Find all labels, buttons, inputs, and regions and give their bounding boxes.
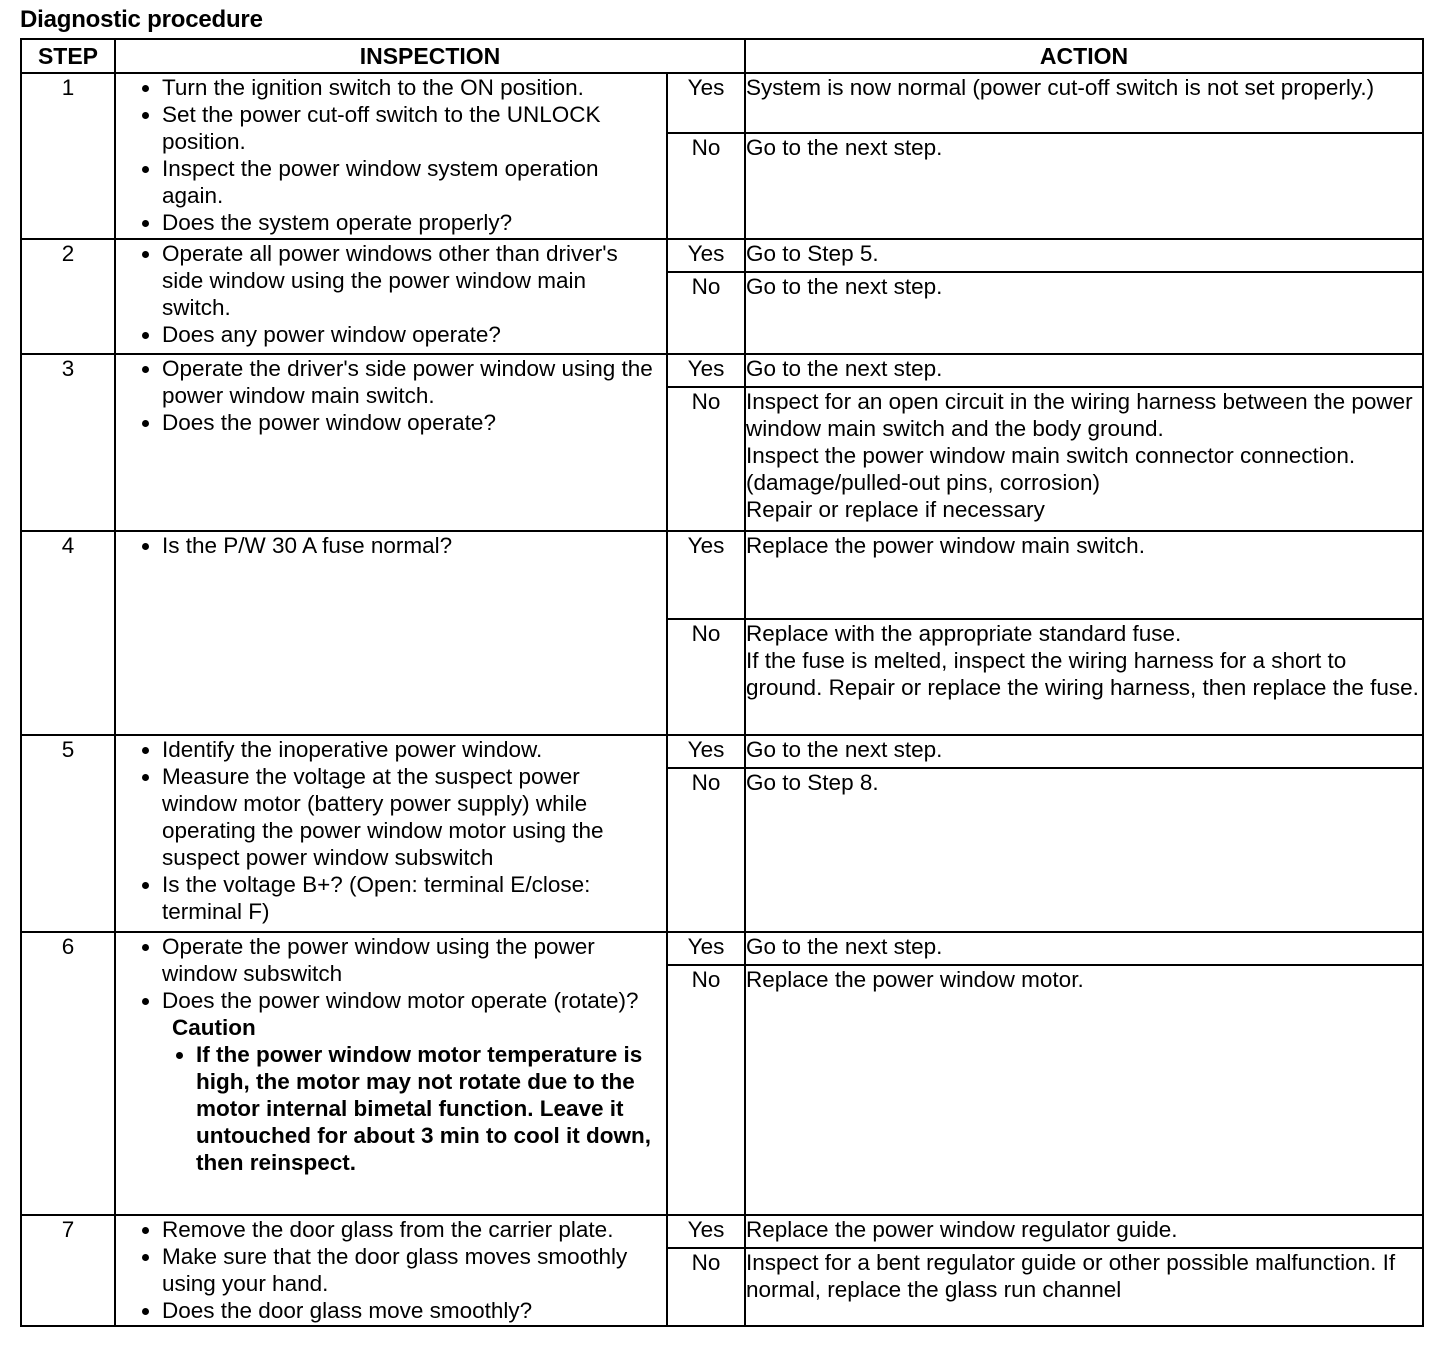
yes-action <box>745 735 1423 768</box>
inspection-item: • Measure the voltage at the suspect power window motor (battery power supply) while operating the power window motor using the suspect power window subswitch <box>162 763 658 871</box>
action-text: Go to the next step. <box>746 274 943 299</box>
inspection-item: • Operate the driver's side power window using the power window main switch. <box>162 355 658 409</box>
yes-label: Yes <box>667 73 745 133</box>
action-text: System is now normal (power cut-off switch is not set properly.) <box>746 75 1375 100</box>
action-text: Go to the next step. <box>746 356 943 381</box>
table-row <box>21 73 1423 133</box>
inspection-header: INSPECTION <box>115 39 745 73</box>
step-number: 6 <box>21 932 115 1215</box>
inspection-item: • Is the P/W 30 A fuse normal? <box>162 532 658 559</box>
inspection-cell <box>115 735 667 932</box>
step-number: 7 <box>21 1215 115 1326</box>
action-text: Go to Step 8. <box>746 770 879 795</box>
action-text: Replace the power window motor. <box>746 967 1084 992</box>
inspection-cell <box>115 239 667 354</box>
inspection-item: • Turn the ignition switch to the ON position. <box>162 74 658 101</box>
yes-action <box>745 239 1423 272</box>
no-action <box>745 272 1423 354</box>
inspection-item: • Operate the power window using the power window subswitch <box>162 933 658 987</box>
inspection-item: • Does the door glass move smoothly? <box>162 1297 658 1324</box>
inspection-item: • Remove the door glass from the carrier plate. <box>162 1216 658 1243</box>
no-label: No <box>667 768 745 932</box>
caution-title: Caution <box>172 1015 256 1040</box>
no-action <box>745 965 1423 1215</box>
no-action <box>745 619 1423 735</box>
action-text: Go to the next step. <box>746 737 943 762</box>
inspection-item: • Operate all power windows other than driver's side window using the power window main switch. <box>162 240 658 321</box>
action-text: If the fuse is melted, inspect the wiring harness for a short to ground. Repair or replace the wiring harness, then replace the fuse. <box>746 648 1419 700</box>
action-text: Inspect for a bent regulator guide or other possible malfunction. If normal, replace the glass run channel <box>746 1250 1396 1302</box>
table-row <box>21 354 1423 387</box>
yes-label: Yes <box>667 531 745 619</box>
step-number: 2 <box>21 239 115 354</box>
inspection-item: • Does the power window motor operate (rotate)? <box>162 987 658 1014</box>
table-row <box>21 932 1423 965</box>
inspection-item: • Does the power window operate? <box>162 409 658 436</box>
inspection-item: • Identify the inoperative power window. <box>162 736 658 763</box>
action-text: Inspect the power window main switch connector connection. (damage/pulled-out pins, corrosion) <box>746 443 1356 495</box>
action-text: Replace the power window main switch. <box>746 533 1145 558</box>
no-label: No <box>667 1248 745 1326</box>
yes-action <box>745 354 1423 387</box>
no-action <box>745 133 1423 239</box>
action-text: Go to the next step. <box>746 135 943 160</box>
yes-action <box>745 531 1423 619</box>
action-text: Go to Step 5. <box>746 241 879 266</box>
action-header: ACTION <box>745 39 1423 73</box>
inspection-cell <box>115 73 667 239</box>
inspection-item: • Does any power window operate? <box>162 321 658 348</box>
yes-action <box>745 73 1423 133</box>
inspection-cell <box>115 354 667 531</box>
step-number: 1 <box>21 73 115 239</box>
inspection-item: • Set the power cut-off switch to the UNLOCK position. <box>162 101 658 155</box>
inspection-cell <box>115 531 667 735</box>
yes-label: Yes <box>667 932 745 965</box>
inspection-item: • Inspect the power window system operation again. <box>162 155 658 209</box>
caution-item: • If the power window motor temperature is high, the motor may not rotate due to the motor internal bimetal function. Leave it untouched for about 3 min to cool it down, then reinspect. <box>196 1041 658 1176</box>
no-label: No <box>667 387 745 531</box>
yes-label: Yes <box>667 735 745 768</box>
no-label: No <box>667 619 745 735</box>
diagnostic-table <box>20 38 1424 1327</box>
no-label: No <box>667 133 745 239</box>
yes-label: Yes <box>667 239 745 272</box>
no-label: No <box>667 272 745 354</box>
step-number: 5 <box>21 735 115 932</box>
step-number: 4 <box>21 531 115 735</box>
page-title: Diagnostic procedure <box>20 6 263 33</box>
action-text: Replace with the appropriate standard fuse. <box>746 621 1182 646</box>
yes-label: Yes <box>667 1215 745 1248</box>
inspection-cell <box>115 932 667 1215</box>
no-label: No <box>667 965 745 1215</box>
inspection-item: • Make sure that the door glass moves smoothly using your hand. <box>162 1243 658 1297</box>
inspection-cell <box>115 1215 667 1326</box>
inspection-item: • Does the system operate properly? <box>162 209 658 236</box>
yes-action <box>745 1215 1423 1248</box>
action-text: Replace the power window regulator guide. <box>746 1217 1178 1242</box>
action-text: Go to the next step. <box>746 934 943 959</box>
no-action <box>745 1248 1423 1326</box>
step-header: STEP <box>21 39 115 73</box>
action-text: Inspect for an open circuit in the wiring harness between the power window main switch and the body ground. <box>746 389 1413 441</box>
table-row <box>21 1215 1423 1248</box>
table-row <box>21 735 1423 768</box>
inspection-item: • Is the voltage B+? (Open: terminal E/close: terminal F) <box>162 871 658 925</box>
table-row <box>21 239 1423 272</box>
action-text: Repair or replace if necessary <box>746 497 1045 522</box>
no-action <box>745 768 1423 932</box>
no-action <box>745 387 1423 531</box>
step-number: 3 <box>21 354 115 531</box>
yes-action <box>745 932 1423 965</box>
header-row <box>21 39 1423 73</box>
table-row <box>21 531 1423 619</box>
yes-label: Yes <box>667 354 745 387</box>
